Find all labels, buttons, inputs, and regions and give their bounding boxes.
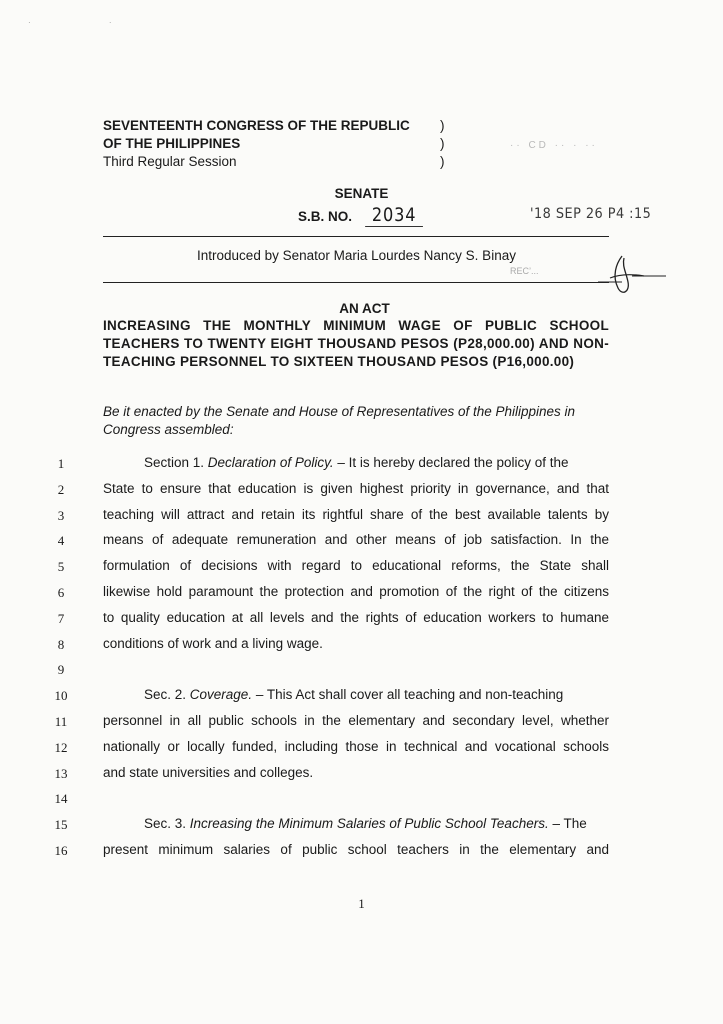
paren-1: ) [440, 118, 445, 133]
line-number: 14 [54, 791, 68, 807]
scan-specks: · · [28, 18, 150, 27]
paren-3: ) [440, 154, 445, 169]
line-number: 11 [54, 714, 68, 729]
line-number: 1 [57, 456, 65, 471]
section-label: Sec. 2. [144, 687, 190, 703]
act-heading: AN ACT [339, 301, 390, 316]
body-line: and state universities and colleges. [103, 764, 314, 780]
body-line: State to ensure that education is given highest priority in governance, and that [103, 480, 609, 496]
sb-number: 2034 [365, 204, 423, 227]
body-line: likewise hold paramount the protection and promotion of the right of the citizens [103, 584, 609, 599]
line-number: 8 [57, 636, 65, 652]
line-number: 2 [57, 481, 65, 497]
section-text: – The [548, 816, 587, 832]
congress-line-1: SEVENTEENTH CONGRESS OF THE REPUBLIC [103, 118, 410, 133]
header-parentheses [440, 117, 445, 171]
received-timestamp-stamp: '18 SEP 26 P4 :15 [530, 206, 652, 222]
paren-2: ) [440, 136, 445, 151]
line-number: 16 [54, 843, 68, 858]
section-heading: Coverage. [189, 687, 253, 703]
enacting-clause: Be it enacted by the Senate and House of Representatives of the Philippines in Congress assembled: [103, 404, 576, 437]
introduced-by: Introduced by Senator Maria Lourdes Nancy S. Binay [197, 248, 516, 263]
line-number: 13 [54, 765, 68, 781]
line-number: 7 [57, 610, 65, 626]
line-number: 3 [57, 507, 65, 523]
line-number: 10 [54, 688, 68, 704]
line-number: 5 [57, 559, 65, 575]
page-number: 1 [358, 896, 365, 911]
section-label: Sec. 3. [144, 816, 190, 832]
congress-line-2: OF THE PHILIPPINES [103, 136, 241, 151]
section-heading: Declaration of Policy. [207, 455, 334, 470]
divider-bottom [103, 282, 609, 283]
body-line: nationally or locally funded, including those in technical and vocational schools [103, 738, 609, 754]
line-number: 4 [57, 533, 65, 549]
congress-header [103, 117, 410, 171]
bill-number [298, 204, 428, 227]
section-label: Section 1. [144, 455, 208, 470]
line-number: 15 [54, 817, 68, 833]
received-label-stamp: REC’... [510, 266, 539, 276]
body-line: to quality education at all levels and the rights of education workers to humane [103, 609, 609, 625]
body-line: formulation of decisions with regard to educational reforms, the State shall [103, 558, 609, 574]
line-number: 12 [54, 739, 68, 755]
body-line: present minimum salaries of public school teachers in the elementary and [103, 842, 609, 857]
body-line [103, 816, 609, 831]
line-number: 6 [57, 585, 65, 600]
faint-received-stamp: ·· CD ·· · ·· [510, 140, 598, 151]
body-line: teaching will attract and retain its rightful share of the best available talents by [103, 506, 609, 522]
body-line [103, 455, 609, 470]
body-line [103, 687, 609, 702]
signature-mark [592, 252, 668, 298]
section-heading: Increasing the Minimum Salaries of Public School Teachers. [189, 816, 549, 832]
section-text: – This Act shall cover all teaching and non-teaching [252, 687, 564, 703]
section-text: – It is hereby declared the policy of the [333, 455, 569, 470]
body-line: means of adequate remuneration and other means of job satisfaction. In the [103, 532, 609, 548]
act-title: INCREASING THE MONTHLY MINIMUM WAGE OF PUBLIC SCHOOL TEACHERS TO TWENTY EIGHT THOUSAND PESOS (P28,000.00) AND NON-TEACHING PERSONNEL TO SIXTEEN THOUSAND PESOS (P16,000.00) [103, 318, 609, 369]
divider-top [103, 236, 609, 237]
sb-label: S.B. NO. [298, 209, 353, 224]
body-line: conditions of work and a living wage. [103, 635, 323, 651]
session-label: Third Regular Session [103, 154, 237, 169]
line-number: 9 [57, 662, 65, 678]
body-line: personnel in all public schools in the elementary and secondary level, whether [103, 713, 609, 728]
senate-label: SENATE [334, 186, 389, 201]
